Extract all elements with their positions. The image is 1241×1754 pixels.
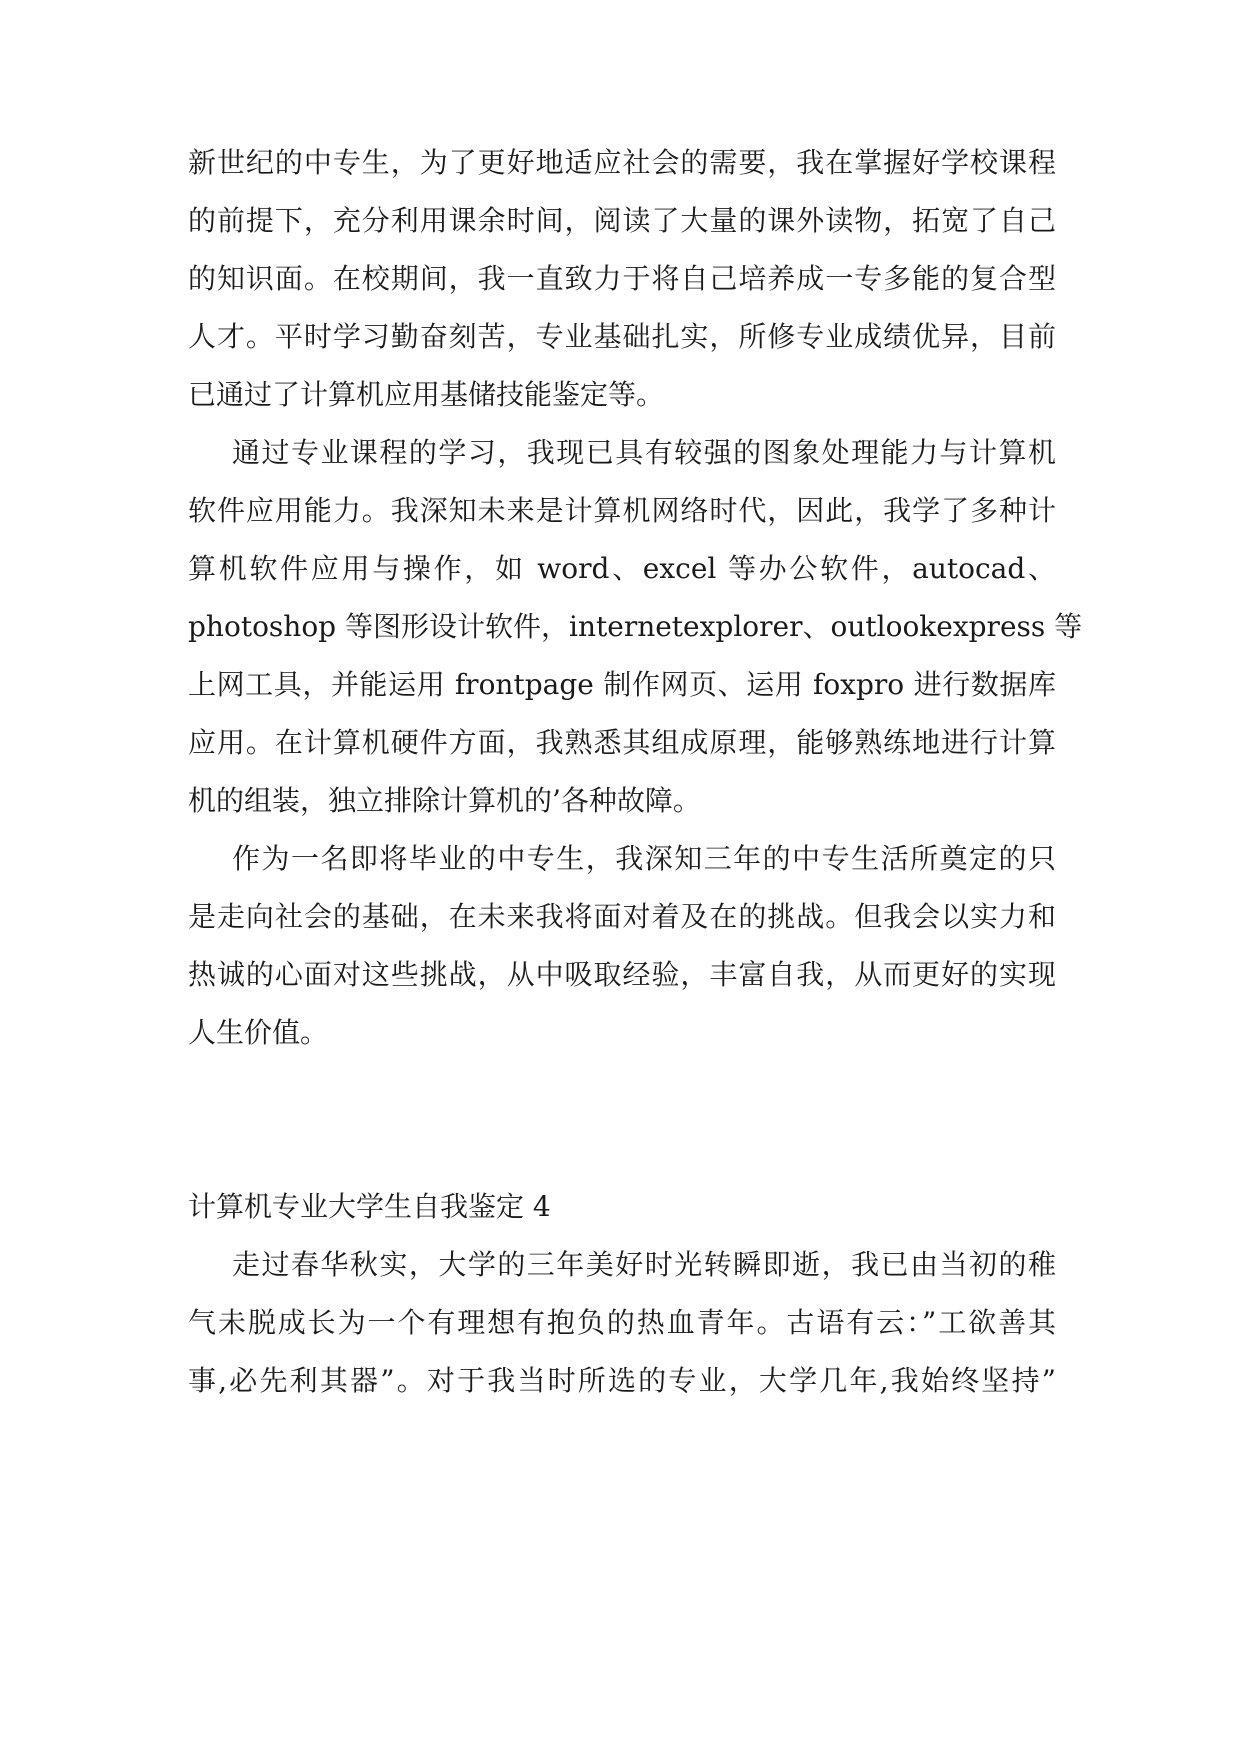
paragraph-2-line-5: 上网工具，并能运用 frontpage 制作网页、运用 foxpro 进行数据库 (188, 668, 1056, 701)
paragraph-1-line-5: 已通过了计算机应用基储技能鉴定等。 (188, 378, 665, 411)
paragraph-1-line-3: 的知识面。在校期间，我一直致力于将自己培养成一专多能的复合型 (188, 262, 1056, 295)
paragraph-4-line-3: 事,必先利其器”。对于我当时所选的专业，大学几年,我始终坚持” (188, 1364, 1056, 1397)
paragraph-1-line-4: 人才。平时学习勤奋刻苦，专业基础扎实，所修专业成绩优异，目前 (188, 320, 1056, 353)
paragraph-3-line-4: 人生价值。 (188, 1016, 329, 1049)
paragraph-1-line-1: 新世纪的中专生，为了更好地适应社会的需要，我在掌握好学校课程 (188, 146, 1056, 179)
section-heading: 计算机专业大学生自我鉴定 4 (188, 1190, 551, 1223)
paragraph-2-line-2: 软件应用能力。我深知未来是计算机网络时代，因此，我学了多种计 (188, 494, 1056, 527)
paragraph-2-line-3: 算机软件应用与操作，如 word、excel 等办公软件，autocad、 (188, 552, 1056, 585)
paragraph-3-line-2: 是走向社会的基础，在未来我将面对着及在的挑战。但我会以实力和 (188, 900, 1056, 933)
paragraph-3-line-3: 热诚的心面对这些挑战，从中吸取经验，丰富自我，从而更好的实现 (188, 958, 1056, 991)
paragraph-2-line-4: photoshop 等图形设计软件，internetexplorer、outlookexpress 等 (188, 610, 1083, 643)
paragraph-3-line-1: 作为一名即将毕业的中专生，我深知三年的中专生活所奠定的只 (232, 842, 1056, 875)
paragraph-2-line-6: 应用。在计算机硬件方面，我熟悉其组成原理，能够熟练地进行计算 (188, 726, 1056, 759)
paragraph-1-line-2: 的前提下，充分利用课余时间，阅读了大量的课外读物，拓宽了自己 (188, 204, 1056, 237)
paragraph-2-line-7: 机的组装，独立排除计算机的’各种故障。 (188, 784, 701, 817)
paragraph-2-line-1: 通过专业课程的学习，我现已具有较强的图象处理能力与计算机 (232, 436, 1056, 469)
paragraph-4-line-2: 气未脱成长为一个有理想有抱负的热血青年。古语有云：”工欲善其 (188, 1306, 1056, 1339)
paragraph-4-line-1: 走过春华秋实，大学的三年美好时光转瞬即逝，我已由当初的稚 (232, 1248, 1056, 1281)
